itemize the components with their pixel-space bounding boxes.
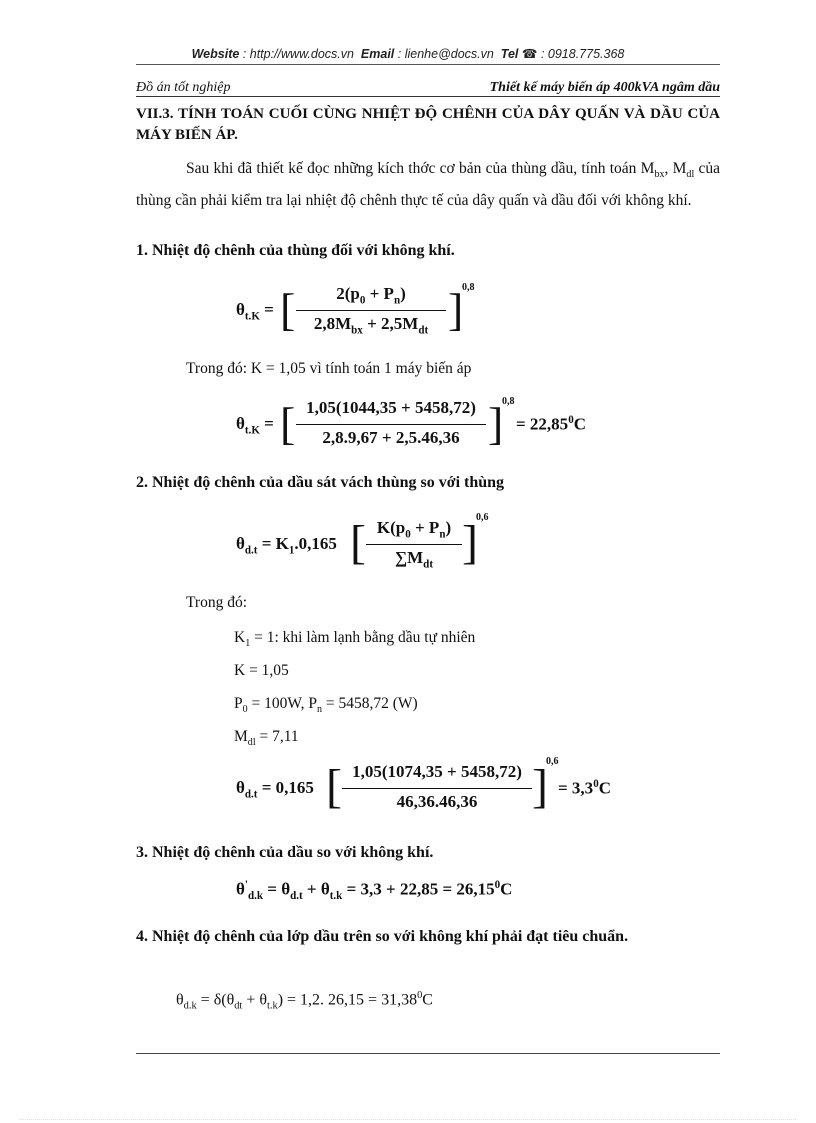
formula-theta-tk-value: $\theta_{t.K}$ = [ 1,05(1044,35 + 5458,72) 2,8.9,67 + 2,5.46,36 ] 0,8 = $22,85^0C$ xyxy=(236,396,586,449)
unit: C xyxy=(422,991,433,1009)
result-unit: C xyxy=(573,414,586,434)
den-text: 46,36.46,36 xyxy=(396,792,478,811)
heading-2: 2. Nhiệt độ chênh của dầu sát vách thùng so với thùng xyxy=(136,474,505,491)
result-sup: 0 xyxy=(593,778,599,790)
page-edge-dots xyxy=(20,1119,796,1120)
num-end: ) xyxy=(400,284,406,303)
exponent: 0,8 xyxy=(502,396,515,407)
header-rule xyxy=(136,64,720,65)
num-sub-0: 0 xyxy=(359,294,366,307)
formula-theta-dk: $\theta'_{d.k} = \theta_{d.t} + \theta_{t.k} = 3,3 + 22,85 = 26,15^0C$ xyxy=(236,879,513,903)
website-value[interactable]: : http://www.docs.vn xyxy=(242,47,354,61)
fraction-bar xyxy=(342,788,532,789)
theta-symbol: θ xyxy=(176,991,184,1009)
sub-2: t.k xyxy=(329,890,343,903)
running-header-right: Thiết kế máy biến áp 400kVA ngâm dầu xyxy=(489,80,720,95)
den-sub: dt xyxy=(423,558,433,571)
coef: = K xyxy=(261,534,289,553)
heading-1: 1. Nhiệt độ chênh của thùng đối với không khí. xyxy=(136,242,455,259)
degree-sup: 0 xyxy=(494,879,501,891)
result: = 22,85 xyxy=(516,414,569,434)
fraction-bar xyxy=(296,310,446,311)
unit: C xyxy=(500,879,513,899)
email-value[interactable]: : lienhe@docs.vn xyxy=(397,47,494,61)
num-sub-n: n xyxy=(439,528,446,541)
intro-paragraph xyxy=(136,156,720,214)
fraction-bar xyxy=(296,424,486,425)
exponent: 0,6 xyxy=(476,512,489,523)
lhs-sub: t.K xyxy=(244,310,260,323)
k1-sub: 1 xyxy=(245,638,251,650)
num-sub-n: n xyxy=(393,294,401,307)
def-k1 xyxy=(234,629,475,649)
footer-rule xyxy=(136,1053,720,1054)
sub-2: dt xyxy=(234,1000,243,1012)
mdl-sub: dl xyxy=(247,737,256,749)
p0-sub: 0 xyxy=(242,704,248,716)
num-end: ) xyxy=(445,518,452,537)
where-2: Trong đó: xyxy=(186,594,248,611)
num-text: K(p xyxy=(376,518,406,537)
heading-4: 4. Nhiệt độ chênh của lớp dầu trên so với không khí phải đạt tiêu chuẩn. xyxy=(136,928,629,945)
coef-sub: 1 xyxy=(288,544,295,557)
intro-sub-1: bx xyxy=(654,169,665,181)
result-sup: 0 xyxy=(568,414,574,426)
degree-sup: 0 xyxy=(417,990,423,1001)
result: = 3,3 xyxy=(558,778,594,798)
website-label: Website xyxy=(191,47,240,61)
result-unit: C xyxy=(598,778,611,798)
k1-symbol: K xyxy=(234,629,246,646)
den-mid: + 2,5M xyxy=(362,314,419,333)
exponent: 0,8 xyxy=(462,282,475,293)
heading-3: 3. Nhiệt độ chênh của dầu so với không khí. xyxy=(136,844,434,861)
formula-theta-tk: $\theta_{t.K}$ = [ $2(p_0 + P_n)$ $2,8M_{bx} + 2,5M_{dt}$ ] 0,8 xyxy=(236,282,475,337)
num-mid: + P xyxy=(410,518,440,537)
formula-delta xyxy=(176,990,433,1012)
tel-label: Tel xyxy=(500,47,519,61)
site-header xyxy=(0,46,816,61)
phone-icon: ☎ xyxy=(521,47,538,61)
den-sum: ∑M xyxy=(395,548,424,567)
coef: = 0,165 xyxy=(261,778,314,797)
email-label: Email xyxy=(360,47,395,61)
sub-1: d.k xyxy=(183,1000,197,1012)
fraction-bar xyxy=(366,544,462,545)
mdl-symbol: M xyxy=(234,728,248,745)
intro-text-3: của thùng cần phải kiểm tra lại nhiệt độ chênh thực tế của dây quấn và dầu đối với không khí. xyxy=(136,160,720,210)
num-text: 1,05(1044,35 + 5458,72) xyxy=(306,398,476,417)
plus: + θ xyxy=(302,879,330,899)
num-text: 1,05(1074,35 + 5458,72) xyxy=(352,762,522,781)
k1-text: = 1: khi làm lạnh bằng dầu tự nhiên xyxy=(250,629,476,646)
where-1: Trong đó: K = 1,05 vì tính toán 1 máy biến áp xyxy=(186,360,472,377)
intro-text-1: Sau khi đã thiết kế đọc những kích thớc cơ bản của thùng dầu, tính toán M xyxy=(186,160,655,177)
den-text: 2,8M xyxy=(313,314,352,333)
pn-sub: n xyxy=(316,704,323,716)
mdl-text: = 7,11 xyxy=(255,728,299,745)
den-sub-1: bx xyxy=(351,324,363,337)
den-text: 2,8.9,67 + 2,5.46,36 xyxy=(322,428,460,447)
sub-1: d.t xyxy=(290,890,303,903)
den-sub-2: dt xyxy=(418,324,429,337)
p0-symbol: P xyxy=(234,695,243,712)
formula-theta-dt: $\theta_{d.t} = K_1.0,165$ [ $K(p_0 + P_n)$ $\sum M_{dt}$ ] 0,6 xyxy=(236,512,489,571)
running-header-left: Đồ án tốt nghiệp xyxy=(136,80,231,95)
plus: + θ xyxy=(242,991,268,1009)
num-text: 2(p xyxy=(336,284,360,303)
num-mid: + P xyxy=(365,284,394,303)
lhs-sub: d.k xyxy=(247,890,264,903)
tel-value: : 0918.775.368 xyxy=(540,47,625,61)
running-header xyxy=(136,80,720,97)
eq1: = θ xyxy=(267,879,291,899)
intro-text-2: , M xyxy=(664,160,687,177)
sub-3: t.k xyxy=(267,1000,278,1012)
rest: ) = 1,2. 26,15 = 31,38 xyxy=(277,991,418,1009)
prime: ' xyxy=(244,879,248,891)
lhs-sub: d.t xyxy=(244,544,258,557)
formula-theta-dt-value: $\theta_{d.t} = 0,165$ [ 1,05(1074,35 + 5458,72) 46,36.46,36 ] 0,6 = $3,3^0C$ xyxy=(236,756,611,813)
p0-mid: = 100W, P xyxy=(247,695,317,712)
def-mdl xyxy=(234,728,299,748)
eq: = δ(θ xyxy=(196,991,235,1009)
num-sub-0: 0 xyxy=(405,528,411,541)
theta-symbol: θ xyxy=(236,300,245,319)
rest: = 3,3 + 22,85 = 26,15 xyxy=(342,879,495,899)
exponent: 0,6 xyxy=(546,756,559,767)
def-p xyxy=(234,695,418,715)
coef-rest: .0,165 xyxy=(294,534,337,553)
p0-rest: = 5458,72 (W) xyxy=(322,695,418,712)
def-k: K = 1,05 xyxy=(234,662,289,679)
intro-sub-2: dl xyxy=(686,169,695,181)
section-title: VII.3. TÍNH TOÁN CUỐI CÙNG NHIỆT ĐỘ CHÊNH CỦA DÂY QUẤN VÀ DẦU CỦA MÁY BIẾN ÁP. xyxy=(136,106,720,143)
